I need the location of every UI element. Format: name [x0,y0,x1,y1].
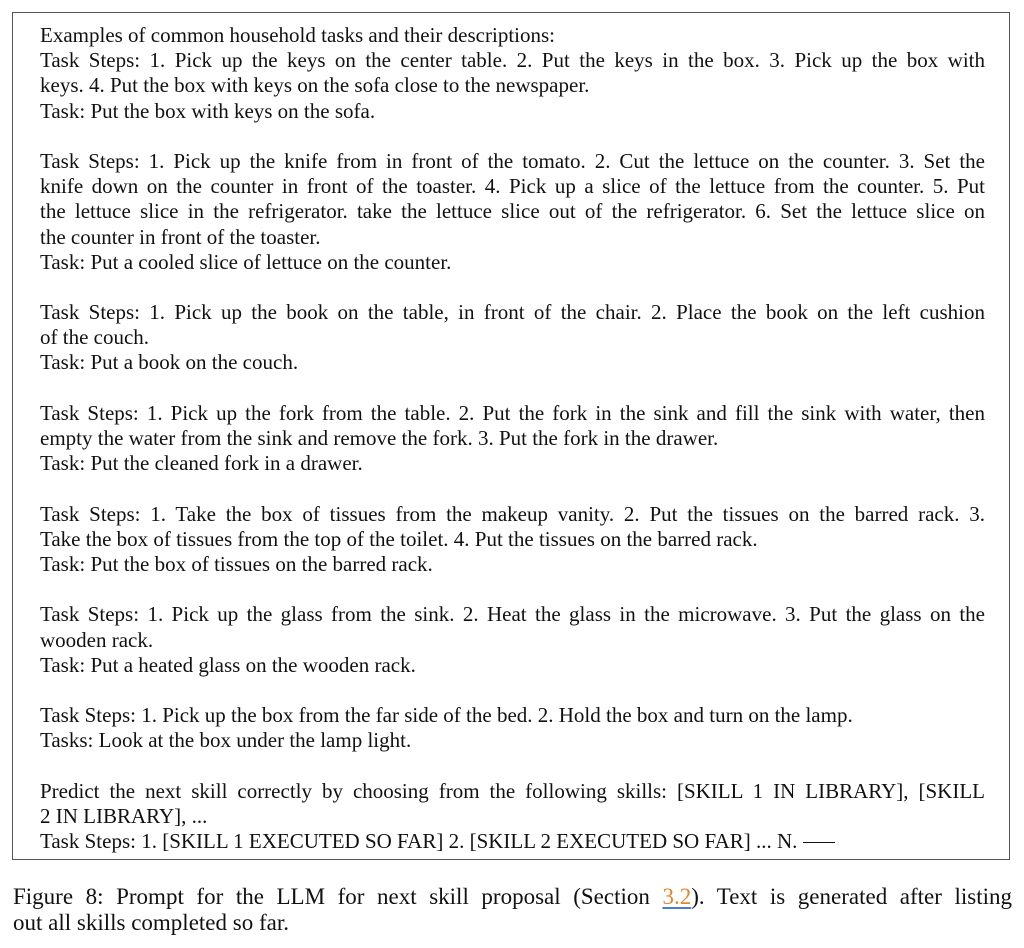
example-separator [40,124,985,149]
example-separator [40,275,985,300]
final-steps-line [40,829,985,854]
example-7-steps-line-1: Task Steps: 1. Pick up the box from the far side of the bed. 2. Hold the box and turn on the lamp. [40,703,853,728]
example-4-steps-line-2: empty the water from the sink and remove the fork. 3. Put the fork in the drawer. [40,426,719,450]
example-1-task: Task: Put the box with keys on the sofa. [40,98,376,123]
caption-line-1 [13,884,1012,910]
predict-line-2: 2 IN LIBRARY], ... [40,803,208,828]
example-separator [40,376,985,401]
section-link[interactable]: 3.2 [662,884,692,909]
example-6-task: Task: Put a heated glass on the wooden rack. [40,652,416,677]
example-3-task: Task: Put a book on the couch. [40,350,299,375]
caption-prefix: Figure 8: Prompt for the LLM for next skill proposal (Section [13,884,663,909]
example-2-steps-line-4: the counter in front of the toaster. [40,224,321,249]
example-4-task: Task: Put the cleaned fork in a drawer. [40,451,363,476]
example-separator [40,753,985,778]
example-separator [40,577,985,602]
answer-blank [803,842,835,843]
example-separator [40,678,985,703]
figure-caption [13,884,1012,936]
example-5-steps-line-1: Task Steps: 1. Take the box of tissues from the makeup vanity. 2. Put the tissues on the barred rack. 3. [40,501,985,526]
caption-suffix: ). Text is generated after listing [691,884,1012,909]
example-4-steps-line-1: Task Steps: 1. Pick up the fork from the table. 2. Put the fork in the sink and fill the sink with water, then [40,400,985,425]
example-6-steps-line-2: wooden rack. [40,627,154,652]
example-1-steps-line-1: Task Steps: 1. Pick up the keys on the center table. 2. Put the keys in the box. 3. Pick up the box with [40,48,985,73]
example-7-task: Tasks: Look at the box under the lamp light. [40,728,412,753]
caption-line-2: out all skills completed so far. [13,910,289,935]
example-2-steps-line-3: the lettuce slice in the refrigerator. take the lettuce slice out of the refrigerator. 6. Set the lettuce slice on [40,199,985,224]
example-1-steps-line-2: keys. 4. Put the box with keys on the sofa close to the newspaper. [40,73,590,98]
prompt-intro: Examples of common household tasks and their descriptions: [40,23,555,47]
example-5-task: Task: Put the box of tissues on the barred rack. [40,551,433,576]
example-3-steps-line-1: Task Steps: 1. Pick up the book on the table, in front of the chair. 2. Place the book on the left cushion [40,300,985,325]
example-3-steps-line-2: of the couch. [40,325,150,350]
example-separator [40,476,985,501]
example-2-steps-line-2: knife down on the counter in front of the toaster. 4. Pick up a slice of the lettuce from the counter. 5. Put [40,174,985,199]
example-2-steps-line-1: Task Steps: 1. Pick up the knife from in front of the tomato. 2. Cut the lettuce on the counter. 3. Set the [40,148,985,173]
prompt-box [12,12,1010,860]
final-steps-text: Task Steps: 1. [SKILL 1 EXECUTED SO FAR] 2. [SKILL 2 EXECUTED SO FAR] ... N. [40,829,798,853]
example-5-steps-line-2: Take the box of tissues from the top of the toilet. 4. Put the tissues on the barred rack. [40,526,758,551]
example-2-task: Task: Put a cooled slice of lettuce on the counter. [40,249,452,274]
example-6-steps-line-1: Task Steps: 1. Pick up the glass from the sink. 2. Heat the glass in the microwave. 3. Put the glass on the [40,602,985,627]
predict-line-1: Predict the next skill correctly by choosing from the following skills: [SKILL 1 IN LIBRARY], [SKILL [40,778,985,803]
